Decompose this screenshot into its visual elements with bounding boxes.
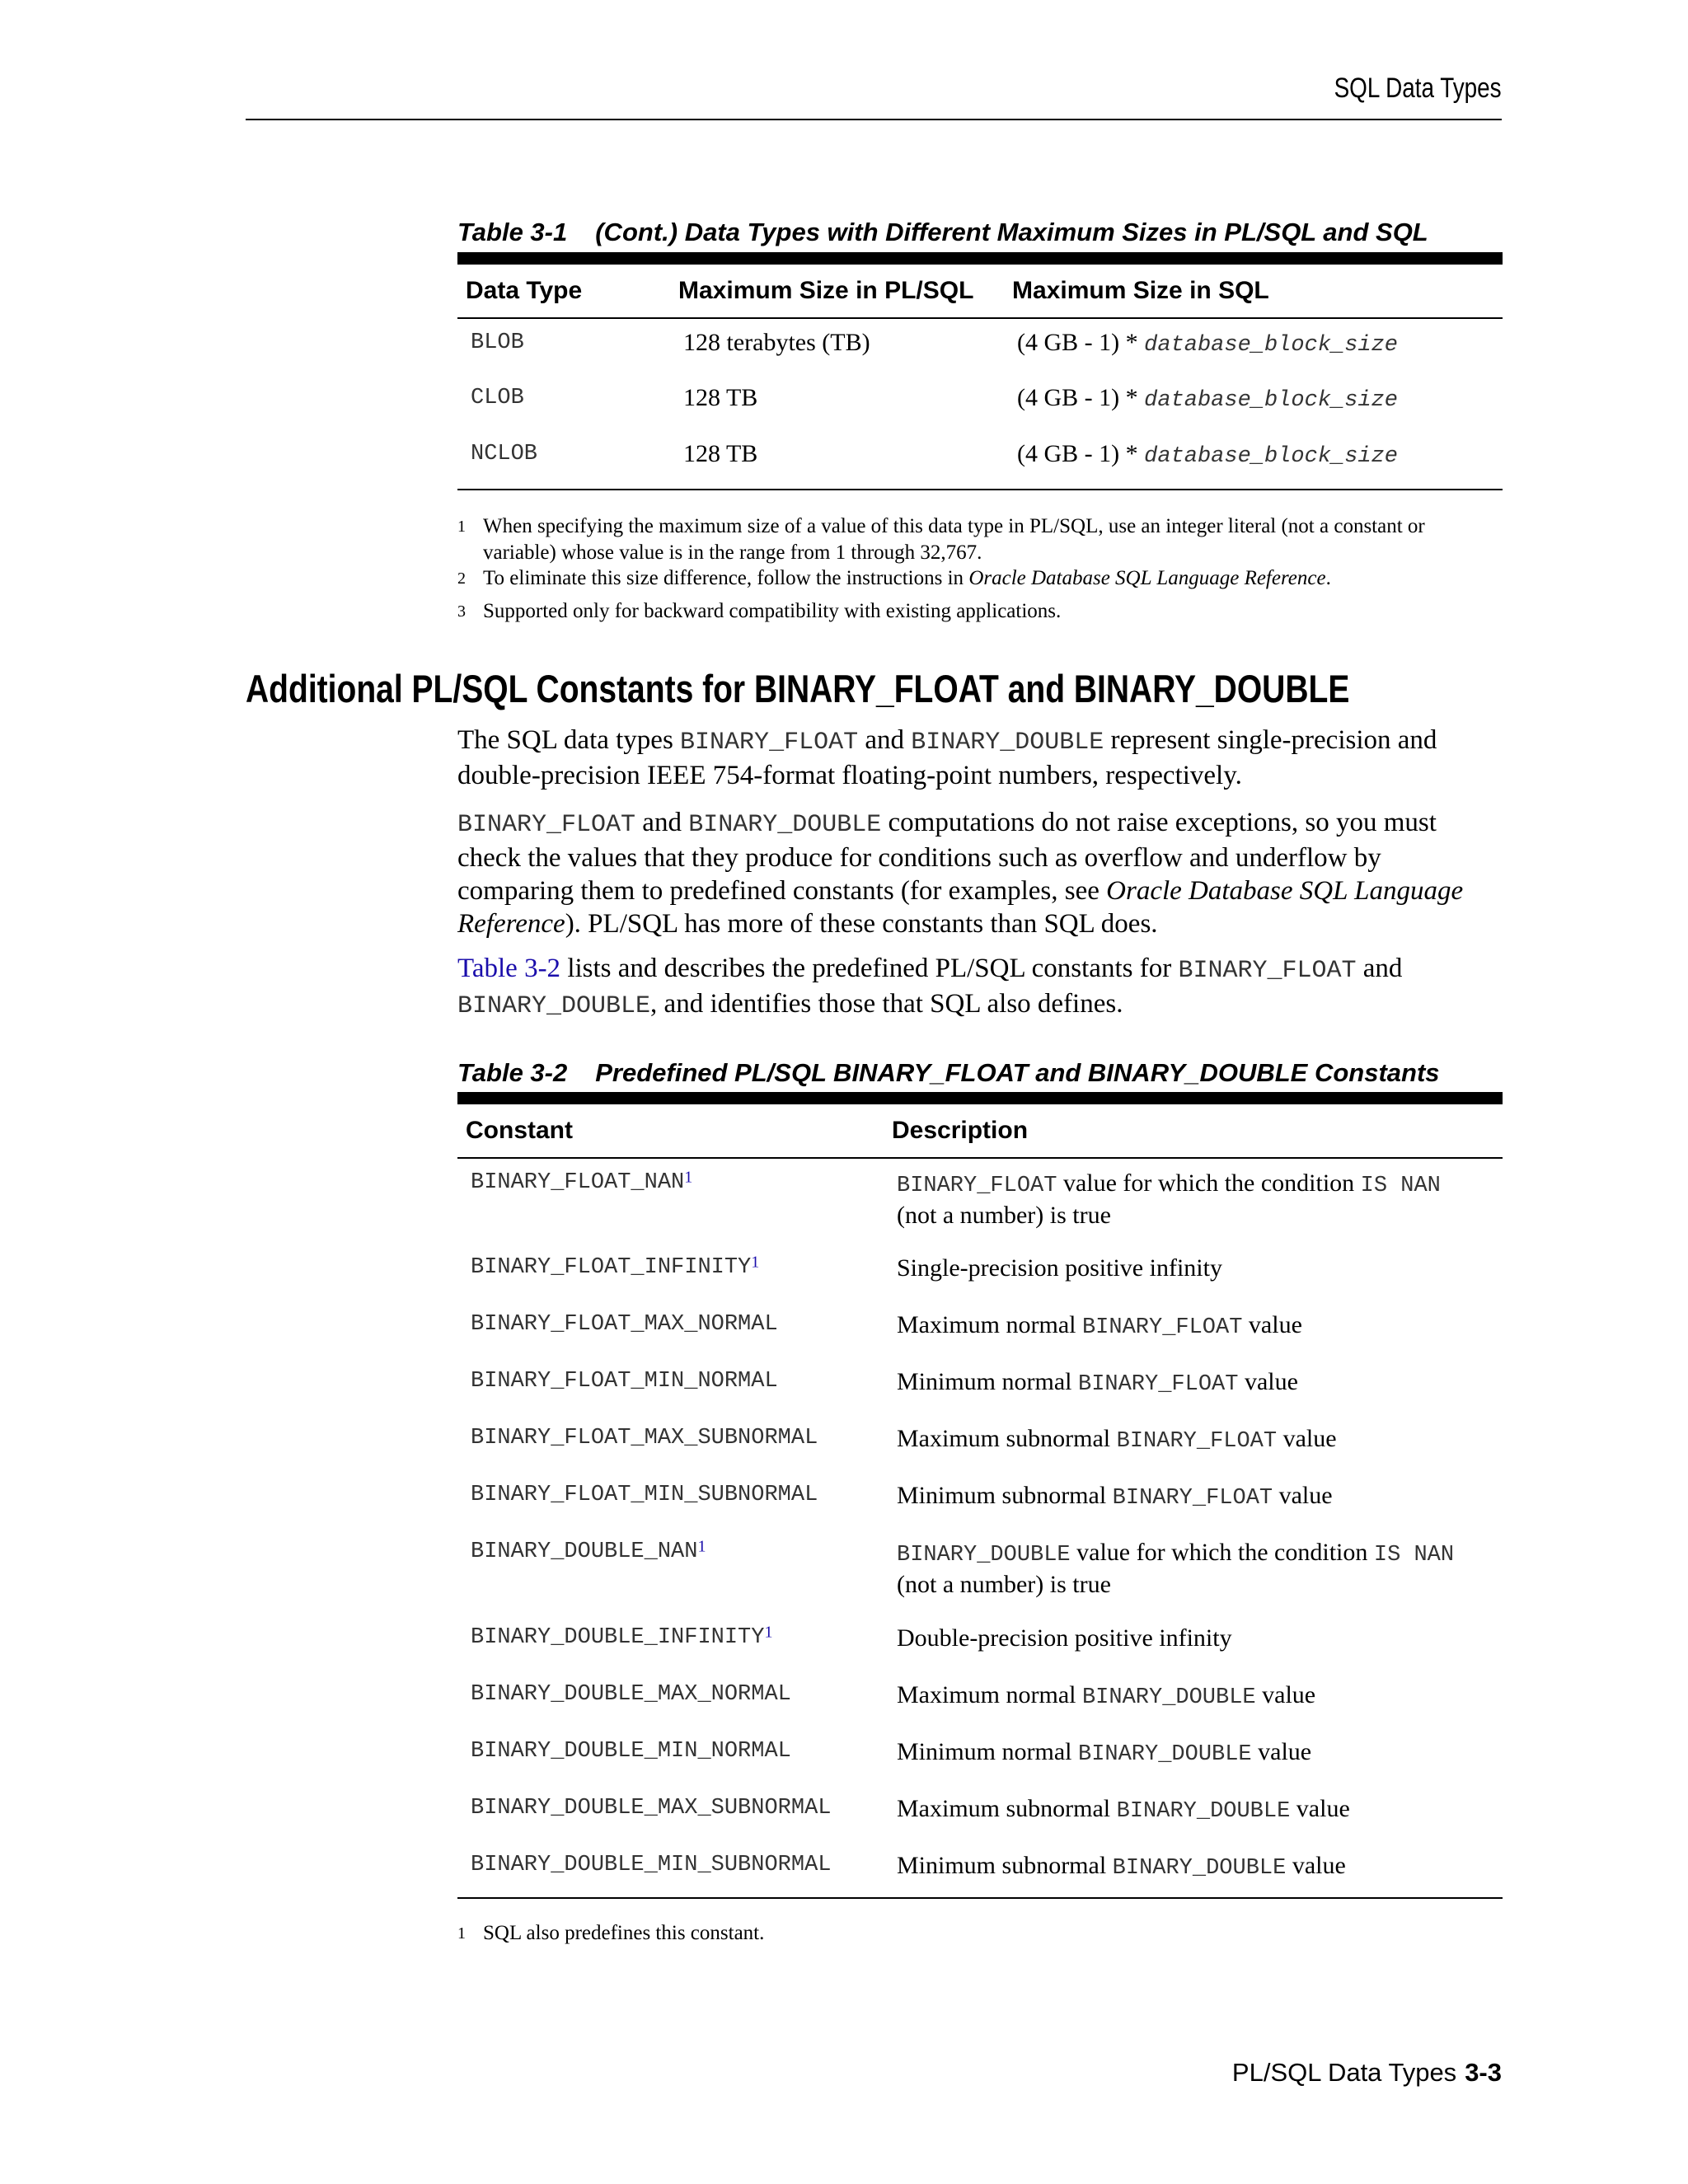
description-text: value: [1286, 1852, 1346, 1879]
constant-name: BINARY_FLOAT_MIN_NORMAL: [471, 1369, 778, 1394]
footnote-text: SQL also predefines this constant.: [483, 1922, 765, 1944]
constant-name: BINARY_DOUBLE_MAX_SUBNORMAL: [471, 1796, 832, 1821]
table2-caption-title: Predefined PL/SQL BINARY_FLOAT and BINARY_DOUBLE Constants: [595, 1058, 1440, 1087]
code-condition: IS NAN: [1373, 1543, 1455, 1568]
paragraph-3: [457, 952, 1503, 1023]
footer-chapter: PL/SQL Data Types: [1231, 2058, 1457, 2087]
footnote-text: To eliminate this size difference, follow the instructions in: [483, 567, 969, 589]
code-binary-float: BINARY_FLOAT: [1178, 957, 1357, 985]
code-type: BINARY_DOUBLE: [1116, 1799, 1291, 1824]
footnote-ref[interactable]: 1: [684, 1168, 693, 1187]
code-condition: IS NAN: [1360, 1174, 1441, 1198]
table2-header-row: [457, 1104, 1503, 1158]
code-type: BINARY_DOUBLE: [1081, 1685, 1256, 1710]
footnote-mark: 1: [457, 518, 466, 536]
code-type: BINARY_DOUBLE: [1078, 1742, 1252, 1767]
table-row: [457, 1471, 1503, 1528]
table-row: [457, 1614, 1503, 1671]
footnote-ref[interactable]: 1: [751, 1253, 760, 1272]
description-text: Maximum normal: [897, 1681, 1082, 1708]
data-type-cell: NCLOB: [471, 442, 538, 466]
description-text: Double-precision positive infinity: [897, 1624, 1232, 1652]
paragraph-text: and: [858, 725, 912, 755]
description-text: value: [1251, 1738, 1312, 1765]
code-binary-float: BINARY_FLOAT: [457, 811, 636, 839]
description-text: Maximum subnormal: [897, 1425, 1117, 1452]
table1-col-header: Data Type: [457, 265, 670, 318]
description-text: value: [1277, 1425, 1337, 1452]
paragraph-text: The SQL data types: [457, 725, 681, 755]
table2-col-header: Description: [884, 1104, 1503, 1158]
paragraph-text: lists and describes the predefined PL/SQL constants for: [560, 954, 1179, 983]
footnote-reference-title: Oracle Database SQL Language Reference: [968, 567, 1326, 589]
plsql-size-cell: 128 TB: [683, 440, 758, 467]
code-type: BINARY_DOUBLE: [897, 1543, 1071, 1568]
code-type: BINARY_FLOAT: [897, 1174, 1057, 1198]
description-text: (not a number) is true: [897, 1202, 1111, 1229]
section-heading: Additional PL/SQL Constants for BINARY_FLOAT and BINARY_DOUBLE: [246, 667, 1350, 710]
constant-name: BINARY_FLOAT_INFINITY: [471, 1255, 752, 1280]
plsql-size-cell: 128 terabytes (TB): [683, 329, 870, 356]
description-text: Maximum normal: [897, 1311, 1082, 1338]
constant-name: BINARY_DOUBLE_NAN: [471, 1540, 698, 1564]
constant-name: BINARY_DOUBLE_INFINITY: [471, 1625, 765, 1650]
code-type: BINARY_DOUBLE: [1112, 1856, 1287, 1881]
description-text: Minimum normal: [897, 1738, 1078, 1765]
table-row: [457, 1528, 1503, 1614]
data-type-cell: CLOB: [471, 386, 524, 410]
code-binary-double: BINARY_DOUBLE: [457, 992, 651, 1020]
table-row: [457, 430, 1503, 490]
sql-size-variable: database_block_size: [1144, 333, 1399, 358]
table1-top-rule: [457, 252, 1503, 265]
description-text: value for which the condition: [1070, 1539, 1374, 1566]
description-text: value: [1273, 1482, 1333, 1509]
table-row: [457, 318, 1503, 374]
footnote-mark: 2: [457, 569, 466, 588]
running-footer: [1232, 2058, 1502, 2088]
footnote-ref[interactable]: 1: [764, 1623, 773, 1642]
table2-footnote-1: [457, 1920, 1503, 1948]
paragraph-text: and: [1356, 954, 1403, 983]
footnote-text-end: .: [1325, 567, 1331, 589]
table1-col-header: Maximum Size in PL/SQL: [670, 265, 1004, 318]
table2-caption: [457, 1058, 1440, 1088]
footnote-text: When specifying the maximum size of a value of this data type in PL/SQL, use an integer literal (not a constant or variable) whose value is in the range from 1 through 32,767.: [483, 515, 1425, 564]
code-type: BINARY_FLOAT: [1081, 1315, 1243, 1340]
table-row: [457, 1301, 1503, 1357]
table-row: [457, 1158, 1503, 1244]
table-row: [457, 1671, 1503, 1727]
description-text: Minimum normal: [897, 1368, 1078, 1395]
running-header: [246, 73, 1502, 120]
table2-col-header: Constant: [457, 1104, 884, 1158]
footnote-text: Supported only for backward compatibility with existing applications.: [483, 600, 1062, 622]
description-text: Maximum subnormal: [897, 1795, 1117, 1822]
description-text: (not a number) is true: [897, 1571, 1111, 1598]
description-text: Minimum subnormal: [897, 1852, 1113, 1879]
sql-size-variable: database_block_size: [1144, 444, 1399, 469]
code-type: BINARY_FLOAT: [1112, 1486, 1273, 1511]
table1-footnote-3: [457, 598, 1503, 626]
paragraph-text: , and identifies those that SQL also defines.: [650, 989, 1123, 1019]
table-row: [457, 1414, 1503, 1471]
table-row: [457, 1727, 1503, 1784]
paragraph-text: computations do not raise exceptions, so you must check the values that they produce for conditions such as overflow and underflow by comparing them to predefined constants (for examples, see: [457, 808, 1437, 906]
plsql-size-cell: 128 TB: [683, 384, 758, 411]
table-3-2-link[interactable]: Table 3-2: [457, 954, 561, 983]
table1-footnote-1: [457, 513, 1503, 571]
table2-top-rule: [457, 1092, 1503, 1104]
table1-caption: [457, 218, 1428, 247]
constant-name: BINARY_FLOAT_MAX_SUBNORMAL: [471, 1426, 818, 1451]
footnote-ref[interactable]: 1: [697, 1537, 706, 1556]
sql-size-prefix: (4 GB - 1) *: [1017, 329, 1145, 356]
constant-name: BINARY_FLOAT_MAX_NORMAL: [471, 1312, 778, 1337]
table1-footnote-2: [457, 565, 1503, 593]
data-type-cell: BLOB: [471, 330, 524, 355]
footnote-mark: 1: [457, 1924, 466, 1943]
description-text: value: [1242, 1311, 1302, 1338]
running-header-title: SQL Data Types: [1334, 73, 1502, 104]
description-text: value: [1238, 1368, 1298, 1395]
table1-header-row: [457, 265, 1503, 318]
table1-caption-title: (Cont.) Data Types with Different Maximum Sizes in PL/SQL and SQL: [595, 218, 1428, 246]
constant-name: BINARY_FLOAT_MIN_SUBNORMAL: [471, 1483, 818, 1507]
code-binary-float: BINARY_FLOAT: [680, 729, 859, 757]
code-binary-double: BINARY_DOUBLE: [911, 729, 1104, 757]
paragraph-text: ). PL/SQL has more of these constants than SQL does.: [565, 909, 1158, 939]
table-row: [457, 1784, 1503, 1841]
reference-title: Oracle Database SQL Language Reference: [457, 876, 1464, 939]
table2-caption-number: Table 3-2: [457, 1058, 568, 1087]
table1-col-header: Maximum Size in SQL: [1004, 265, 1503, 318]
description-text: value: [1290, 1795, 1350, 1822]
table-row: [457, 374, 1503, 430]
description-text: value for which the condition: [1057, 1169, 1361, 1197]
constant-name: BINARY_FLOAT_NAN: [471, 1170, 685, 1195]
code-type: BINARY_FLOAT: [1116, 1429, 1278, 1454]
table-row: [457, 1244, 1503, 1301]
description-text: Single-precision positive infinity: [897, 1254, 1222, 1282]
page-number: 3-3: [1465, 2058, 1502, 2087]
code-type: BINARY_FLOAT: [1078, 1372, 1239, 1397]
description-text: value: [1255, 1681, 1316, 1708]
sql-size-prefix: (4 GB - 1) *: [1017, 440, 1145, 467]
sql-size-variable: database_block_size: [1144, 388, 1399, 413]
constant-name: BINARY_DOUBLE_MAX_NORMAL: [471, 1682, 791, 1707]
paragraph-2: [457, 806, 1503, 940]
description-text: Minimum subnormal: [897, 1482, 1113, 1509]
table-row: [457, 1357, 1503, 1414]
paragraph-text: represent single-precision and double-precision IEEE 754-format floating-point numbers, respectively.: [457, 725, 1437, 790]
sql-size-prefix: (4 GB - 1) *: [1017, 384, 1145, 411]
paragraph-text: and: [635, 808, 689, 837]
table1-caption-number: Table 3-1: [457, 218, 568, 246]
table-row: [457, 1841, 1503, 1898]
constant-name: BINARY_DOUBLE_MIN_NORMAL: [471, 1739, 791, 1764]
table2: [457, 1104, 1503, 1899]
paragraph-1: [457, 724, 1503, 792]
footnote-mark: 3: [457, 602, 466, 621]
code-binary-double: BINARY_DOUBLE: [688, 811, 882, 839]
constant-name: BINARY_DOUBLE_MIN_SUBNORMAL: [471, 1853, 832, 1877]
table1: [457, 265, 1503, 490]
